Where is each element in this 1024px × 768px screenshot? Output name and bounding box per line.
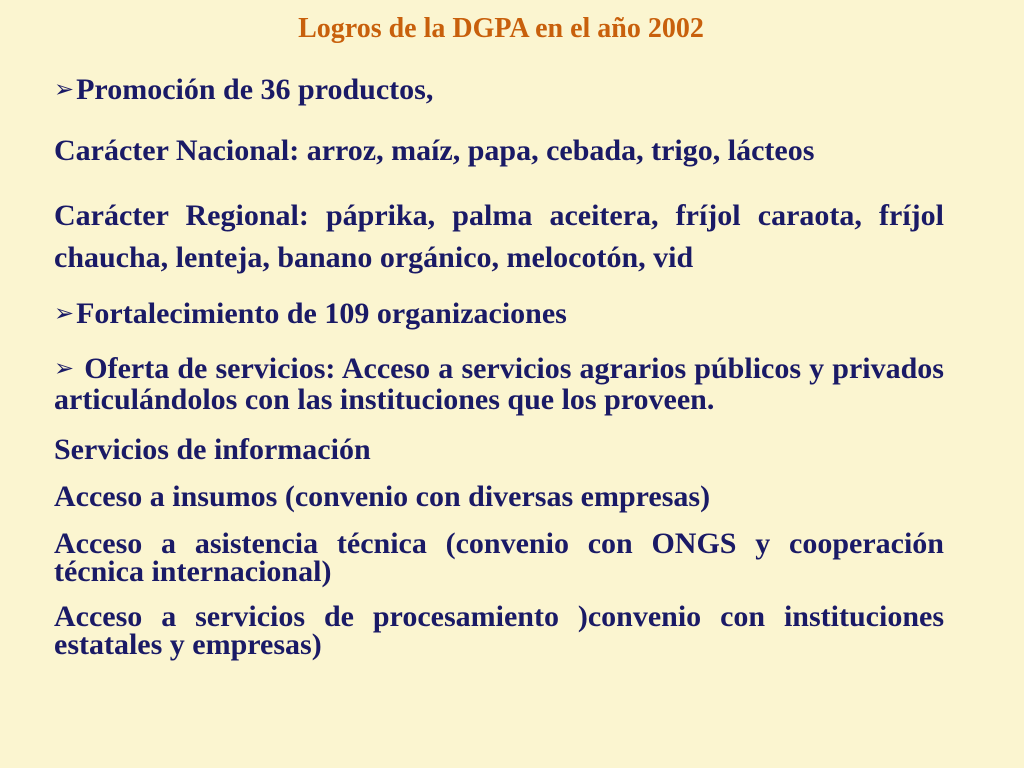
slide-title: Logros de la DGPA en el año 2002 xyxy=(298,13,704,44)
text-servicios-informacion: Servicios de información xyxy=(54,433,371,466)
text-acceso-procesamiento: Acceso a servicios de procesamiento )convenio con instituciones estatales y empresas) xyxy=(54,600,944,661)
text-acceso-asistencia: Acceso a asistencia técnica (convenio con ONGS y cooperación técnica internacional) xyxy=(54,527,944,588)
arrow-bullet-icon: ➢ xyxy=(54,75,75,103)
text-caracter-nacional: Carácter Nacional: arroz, maíz, papa, cebada, trigo, lácteos xyxy=(54,134,815,167)
bullet-promocion xyxy=(54,72,944,109)
bullet-oferta-text: Oferta de servicios: Acceso a servicios agrarios públicos y privados articulándolos con las instituciones que los proveen. xyxy=(54,352,944,416)
text-acceso-insumos: Acceso a insumos (convenio con diversas empresas) xyxy=(54,480,711,513)
bullet-fortalecimiento xyxy=(54,296,944,333)
bullet-oferta xyxy=(54,354,944,415)
text-caracter-regional: Carácter Regional: páprika, palma aceitera, fríjol caraota, fríjol chaucha, lenteja, banano orgánico, melocotón, vid xyxy=(54,199,944,274)
arrow-bullet-icon: ➢ xyxy=(54,299,75,327)
bullet-promocion-text: Promoción de 36 productos, xyxy=(76,73,434,106)
bullet-fortalecimiento-text: Fortalecimiento de 109 organizaciones xyxy=(76,297,567,330)
arrow-bullet-icon: ➢ xyxy=(54,354,75,382)
